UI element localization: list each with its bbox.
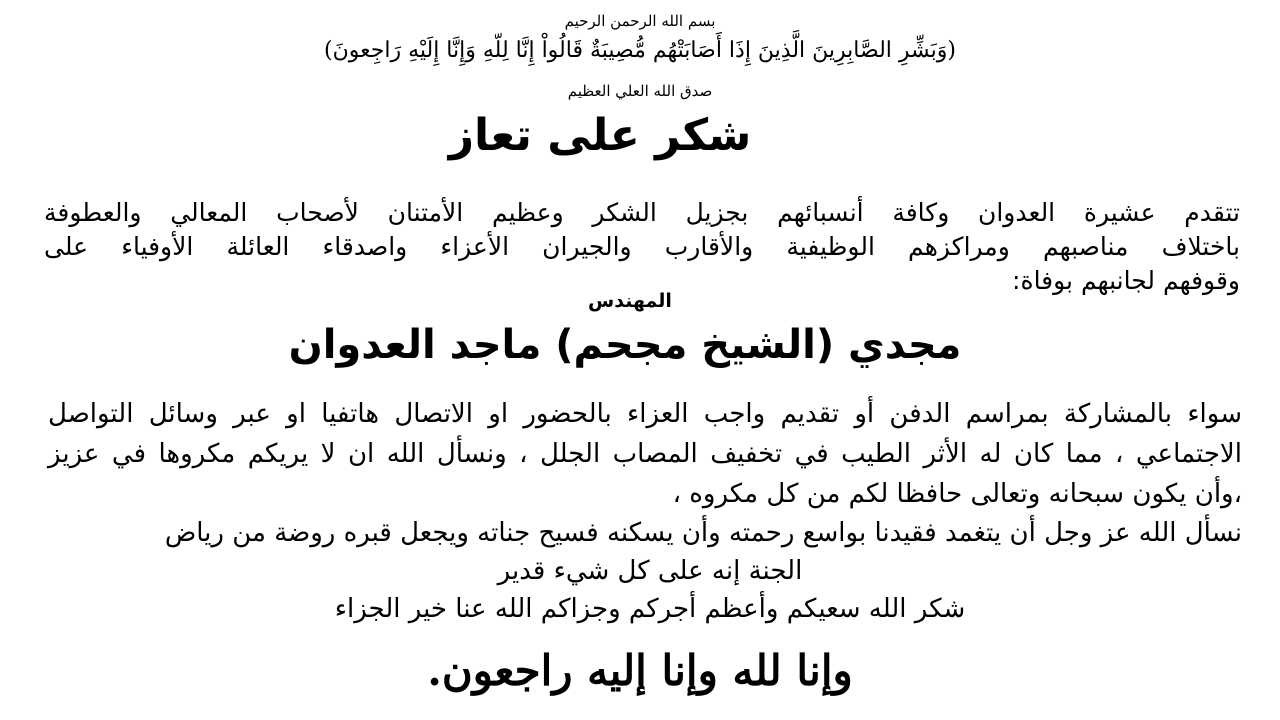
intro-line: باختلاف مناصبهم ومراكزهم الوظيفية والأقارب والجيران الأعزاء واصدقاء العائلة الأوفياء على [44,232,1240,261]
prayer-line-2: الجنة إنه على كل شيء قدير [497,556,803,586]
closing-phrase: وإنا لله وإنا إليه راجعون. [427,646,853,695]
prayer-line-1: نسأل الله عز وجل أن يتغمد فقيدنا بواسع رحمته وأن يسكنه فسيح جناته ويجعل قبره روضة من رياض [164,518,1242,548]
prayer-line-3: شكر الله سعيكم وأعظم أجركم وجزاكم الله عنا خير الجزاء [334,594,966,624]
basmala: بسم الله الرحمن الرحيم [564,12,716,30]
deceased-name: مجدي (الشيخ مجحم) ماجد العدوان [288,322,962,368]
intro-line: وقوفهم لجانبهم بوفاة: [1012,266,1240,295]
deceased-title-label: المهندس [588,290,672,312]
body-paragraph [48,394,1242,514]
body-line: الاجتماعي ، مما كان له الأثر الطيب في تخفيف المصاب الجلل ، ونسأل الله ان لا يريكم مكروها في عزيز [48,439,1242,469]
body-line: سواء بالمشاركة بمراسم الدفن أو تقديم واجب العزاء بالحضور او الاتصال هاتفيا او عبر وسائل التواصل [48,399,1242,429]
quran-verse: (وَبَشِّرِ الصَّابِرِينَ الَّذِينَ إِذَا أَصَابَتْهُم مُّصِيبَةٌ قَالُواْ إِنَّا لِلّهِ وَإِنَّا إِلَيْهِ رَاجِعونَ) [324,38,956,63]
sadaq-allah: صدق الله العلي العظيم [567,82,713,100]
intro-paragraph [44,196,1240,298]
body-line: ،وأن يكون سبحانه وتعالى حافظا لكم من كل مكروه ، [672,479,1242,509]
intro-line: تتقدم عشيرة العدوان وكافة أنسبائهم بجزيل الشكر وعظيم الأمتنان لأصحاب المعالي والعطوفة [44,198,1240,227]
page-title: شكر على تعاز [448,110,752,161]
